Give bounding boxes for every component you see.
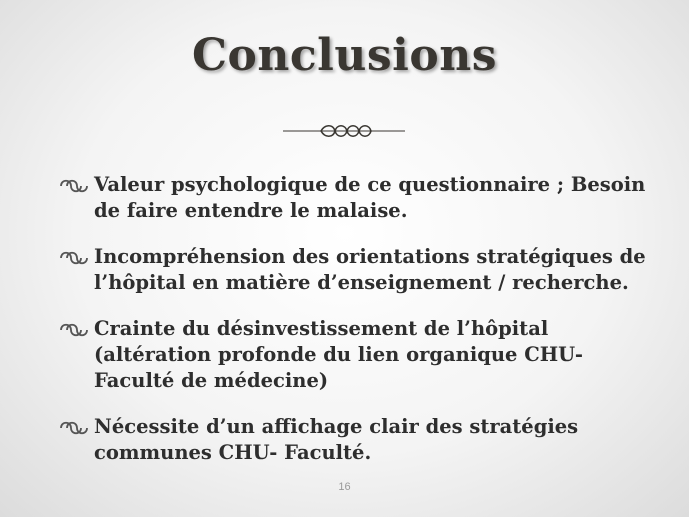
bullet-text: Nécessite d’un affichage clair des stratégies communes CHU- Faculté. — [94, 415, 579, 464]
ornate-bullet-icon — [58, 175, 94, 197]
bullet-text: Incompréhension des orientations stratégiques de l’hôpital en matière d’enseignement / recherche. — [94, 245, 646, 294]
ornate-bullet-icon — [58, 319, 94, 341]
bullet-text: Crainte du désinvestissement de l’hôpital (altération profonde du lien organique CHU-Faculté de médecine) — [94, 317, 583, 392]
bullet-list — [58, 172, 658, 486]
ornament-divider-icon — [283, 122, 405, 140]
ornate-bullet-icon — [58, 247, 94, 269]
ornate-bullet-icon — [58, 417, 94, 439]
bullet-text: Valeur psychologique de ce questionnaire ; Besoin de faire entendre le malaise. — [94, 173, 646, 222]
bullet-item — [58, 172, 658, 224]
bullet-item — [58, 316, 658, 394]
slide-title: Conclusions — [192, 30, 497, 81]
bullet-item — [58, 414, 658, 466]
bullet-item — [58, 244, 658, 296]
page-number: 16 — [338, 481, 351, 493]
